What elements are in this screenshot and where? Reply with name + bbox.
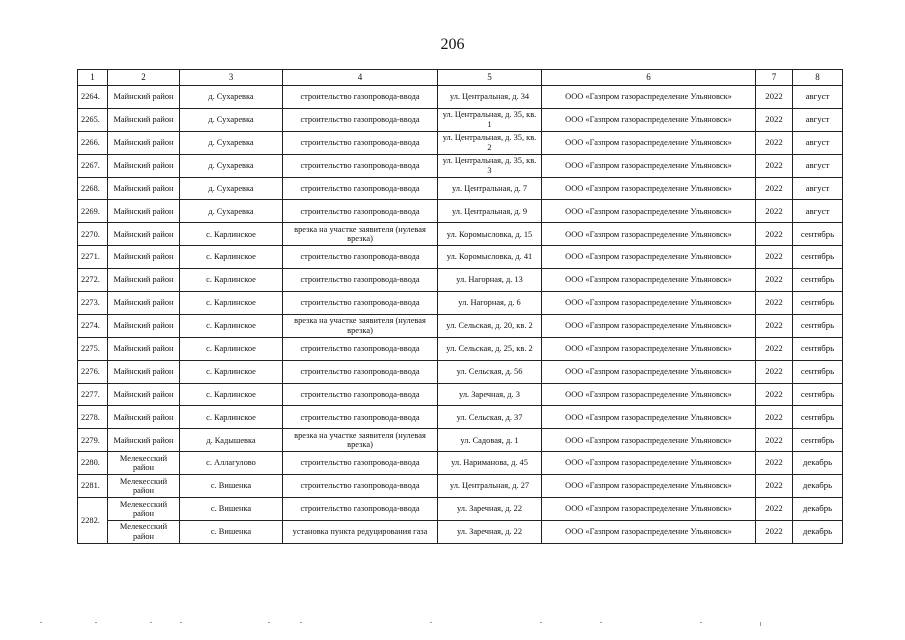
work-type-cell: строительство газопровода-ввода [283, 200, 438, 223]
address-cell: ул. Нагорная, д. 6 [438, 292, 542, 315]
district-cell: Майнский район [108, 223, 180, 246]
year-cell: 2022 [756, 246, 793, 269]
work-type-cell: врезка на участке заявителя (нулевая врезка) [283, 429, 438, 452]
month-cell: сентябрь [793, 429, 843, 452]
table-row [78, 246, 843, 269]
district-cell: Майнский район [108, 406, 180, 429]
settlement-cell: д. Сухаревка [180, 86, 283, 109]
table-row [78, 360, 843, 383]
work-type-cell: строительство газопровода-ввода [283, 131, 438, 154]
address-cell: ул. Коромысловка, д. 15 [438, 223, 542, 246]
work-type-cell: строительство газопровода-ввода [283, 498, 438, 521]
table-row [78, 337, 843, 360]
settlement-cell: с. Карлинское [180, 223, 283, 246]
month-cell: сентябрь [793, 383, 843, 406]
row-number: 2279. [78, 429, 108, 452]
address-cell: ул. Нариманова, д. 45 [438, 452, 542, 475]
table-row [78, 131, 843, 154]
organization-cell: ООО «Газпром газораспределение Ульяновск» [542, 154, 756, 177]
work-type-cell: строительство газопровода-ввода [283, 269, 438, 292]
settlement-cell: с. Карлинское [180, 269, 283, 292]
organization-cell: ООО «Газпром газораспределение Ульяновск» [542, 383, 756, 406]
table-row [78, 292, 843, 315]
row-number: 2266. [78, 131, 108, 154]
district-cell: Майнский район [108, 154, 180, 177]
year-cell: 2022 [756, 154, 793, 177]
scan-noise [0, 622, 905, 632]
address-cell: ул. Коромысловка, д. 41 [438, 246, 542, 269]
address-cell: ул. Заречная, д. 3 [438, 383, 542, 406]
district-cell: Майнский район [108, 360, 180, 383]
address-cell: ул. Центральная, д. 35, кв. 1 [438, 108, 542, 131]
month-cell: сентябрь [793, 337, 843, 360]
address-cell: ул. Сельская, д. 56 [438, 360, 542, 383]
address-cell: ул. Сельская, д. 20, кв. 2 [438, 314, 542, 337]
table-row [78, 406, 843, 429]
year-cell: 2022 [756, 360, 793, 383]
year-cell: 2022 [756, 337, 793, 360]
work-type-cell: строительство газопровода-ввода [283, 108, 438, 131]
settlement-cell: с. Карлинское [180, 360, 283, 383]
district-cell: Майнский район [108, 131, 180, 154]
header-col-8: 8 [793, 70, 843, 86]
month-cell: декабрь [793, 520, 843, 543]
organization-cell: ООО «Газпром газораспределение Ульяновск» [542, 498, 756, 521]
month-cell: август [793, 108, 843, 131]
settlement-cell: д. Сухаревка [180, 200, 283, 223]
address-cell: ул. Центральная, д. 9 [438, 200, 542, 223]
district-cell: Майнский район [108, 246, 180, 269]
organization-cell: ООО «Газпром газораспределение Ульяновск» [542, 520, 756, 543]
district-cell: Майнский район [108, 108, 180, 131]
year-cell: 2022 [756, 86, 793, 109]
year-cell: 2022 [756, 269, 793, 292]
table-row [78, 452, 843, 475]
table-row [78, 475, 843, 498]
header-row [78, 70, 843, 86]
organization-cell: ООО «Газпром газораспределение Ульяновск» [542, 177, 756, 200]
header-col-3: 3 [180, 70, 283, 86]
settlement-cell: д. Сухаревка [180, 154, 283, 177]
settlement-cell: с. Вишенка [180, 520, 283, 543]
header-col-6: 6 [542, 70, 756, 86]
work-type-cell: строительство газопровода-ввода [283, 337, 438, 360]
work-type-cell: строительство газопровода-ввода [283, 246, 438, 269]
district-cell: Мелекесский район [108, 475, 180, 498]
table-row [78, 498, 843, 521]
work-type-cell: врезка на участке заявителя (нулевая врезка) [283, 314, 438, 337]
row-number: 2269. [78, 200, 108, 223]
address-cell: ул. Центральная, д. 34 [438, 86, 542, 109]
organization-cell: ООО «Газпром газораспределение Ульяновск» [542, 337, 756, 360]
district-cell: Майнский район [108, 269, 180, 292]
table-row [78, 269, 843, 292]
address-cell: ул. Заречная, д. 22 [438, 520, 542, 543]
row-number: 2275. [78, 337, 108, 360]
table-row [78, 108, 843, 131]
header-col-4: 4 [283, 70, 438, 86]
month-cell: август [793, 131, 843, 154]
work-type-cell: строительство газопровода-ввода [283, 292, 438, 315]
month-cell: декабрь [793, 498, 843, 521]
settlement-cell: с. Аллагулово [180, 452, 283, 475]
table-row [78, 520, 843, 543]
district-cell: Майнский район [108, 177, 180, 200]
row-number: 2272. [78, 269, 108, 292]
row-number: 2271. [78, 246, 108, 269]
row-number: 2265. [78, 108, 108, 131]
organization-cell: ООО «Газпром газораспределение Ульяновск» [542, 429, 756, 452]
work-type-cell: строительство газопровода-ввода [283, 177, 438, 200]
address-cell: ул. Центральная, д. 27 [438, 475, 542, 498]
year-cell: 2022 [756, 200, 793, 223]
organization-cell: ООО «Газпром газораспределение Ульяновск» [542, 108, 756, 131]
district-cell: Майнский район [108, 314, 180, 337]
settlement-cell: с. Карлинское [180, 292, 283, 315]
table-body [78, 86, 843, 544]
row-number: 2280. [78, 452, 108, 475]
row-number: 2276. [78, 360, 108, 383]
settlement-cell: с. Карлинское [180, 406, 283, 429]
year-cell: 2022 [756, 429, 793, 452]
year-cell: 2022 [756, 498, 793, 521]
organization-cell: ООО «Газпром газораспределение Ульяновск» [542, 269, 756, 292]
district-cell: Мелекесский район [108, 498, 180, 521]
header-col-7: 7 [756, 70, 793, 86]
month-cell: август [793, 154, 843, 177]
settlement-cell: д. Сухаревка [180, 108, 283, 131]
row-number: 2278. [78, 406, 108, 429]
year-cell: 2022 [756, 452, 793, 475]
year-cell: 2022 [756, 383, 793, 406]
table-row [78, 154, 843, 177]
row-number: 2277. [78, 383, 108, 406]
row-number: 2264. [78, 86, 108, 109]
district-cell: Мелекесский район [108, 520, 180, 543]
table-row [78, 429, 843, 452]
year-cell: 2022 [756, 406, 793, 429]
year-cell: 2022 [756, 292, 793, 315]
address-cell: ул. Центральная, д. 35, кв. 3 [438, 154, 542, 177]
organization-cell: ООО «Газпром газораспределение Ульяновск» [542, 475, 756, 498]
row-number: 2273. [78, 292, 108, 315]
row-number: 2281. [78, 475, 108, 498]
table-row [78, 383, 843, 406]
address-cell: ул. Садовая, д. 1 [438, 429, 542, 452]
work-type-cell: строительство газопровода-ввода [283, 360, 438, 383]
settlement-cell: с. Карлинское [180, 314, 283, 337]
settlement-cell: с. Карлинское [180, 246, 283, 269]
year-cell: 2022 [756, 520, 793, 543]
address-cell: ул. Сельская, д. 25, кв. 2 [438, 337, 542, 360]
month-cell: декабрь [793, 475, 843, 498]
address-cell: ул. Нагорная, д. 13 [438, 269, 542, 292]
settlement-cell: д. Сухаревка [180, 131, 283, 154]
year-cell: 2022 [756, 223, 793, 246]
address-cell: ул. Сельская, д. 37 [438, 406, 542, 429]
year-cell: 2022 [756, 108, 793, 131]
month-cell: август [793, 200, 843, 223]
month-cell: сентябрь [793, 223, 843, 246]
table-row [78, 314, 843, 337]
organization-cell: ООО «Газпром газораспределение Ульяновск» [542, 360, 756, 383]
table-row [78, 200, 843, 223]
year-cell: 2022 [756, 131, 793, 154]
month-cell: август [793, 86, 843, 109]
month-cell: декабрь [793, 452, 843, 475]
row-number: 2267. [78, 154, 108, 177]
work-type-cell: строительство газопровода-ввода [283, 452, 438, 475]
year-cell: 2022 [756, 177, 793, 200]
district-cell: Майнский район [108, 429, 180, 452]
district-cell: Майнский район [108, 383, 180, 406]
district-cell: Майнский район [108, 337, 180, 360]
table-row [78, 86, 843, 109]
month-cell: сентябрь [793, 292, 843, 315]
settlement-cell: д. Кадышевка [180, 429, 283, 452]
month-cell: сентябрь [793, 314, 843, 337]
table-row [78, 177, 843, 200]
row-number: 2274. [78, 314, 108, 337]
settlement-cell: с. Карлинское [180, 337, 283, 360]
gasification-table [77, 69, 843, 544]
settlement-cell: с. Вишенка [180, 475, 283, 498]
organization-cell: ООО «Газпром газораспределение Ульяновск» [542, 223, 756, 246]
month-cell: сентябрь [793, 360, 843, 383]
address-cell: ул. Заречная, д. 22 [438, 498, 542, 521]
year-cell: 2022 [756, 314, 793, 337]
organization-cell: ООО «Газпром газораспределение Ульяновск» [542, 314, 756, 337]
settlement-cell: д. Сухаревка [180, 177, 283, 200]
year-cell: 2022 [756, 475, 793, 498]
organization-cell: ООО «Газпром газораспределение Ульяновск» [542, 292, 756, 315]
organization-cell: ООО «Газпром газораспределение Ульяновск» [542, 246, 756, 269]
work-type-cell: установка пункта редуцирования газа [283, 520, 438, 543]
header-col-5: 5 [438, 70, 542, 86]
district-cell: Майнский район [108, 86, 180, 109]
month-cell: август [793, 177, 843, 200]
organization-cell: ООО «Газпром газораспределение Ульяновск» [542, 86, 756, 109]
district-cell: Мелекесский район [108, 452, 180, 475]
organization-cell: ООО «Газпром газораспределение Ульяновск» [542, 200, 756, 223]
settlement-cell: с. Вишенка [180, 498, 283, 521]
row-number: 2270. [78, 223, 108, 246]
district-cell: Майнский район [108, 292, 180, 315]
address-cell: ул. Центральная, д. 7 [438, 177, 542, 200]
work-type-cell: строительство газопровода-ввода [283, 383, 438, 406]
organization-cell: ООО «Газпром газораспределение Ульяновск» [542, 452, 756, 475]
page-number: 206 [440, 36, 465, 53]
row-number: 2282. [78, 498, 108, 544]
work-type-cell: строительство газопровода-ввода [283, 154, 438, 177]
work-type-cell: строительство газопровода-ввода [283, 406, 438, 429]
table-row [78, 223, 843, 246]
work-type-cell: строительство газопровода-ввода [283, 86, 438, 109]
month-cell: сентябрь [793, 246, 843, 269]
header-col-1: 1 [78, 70, 108, 86]
header-col-2: 2 [108, 70, 180, 86]
month-cell: сентябрь [793, 269, 843, 292]
month-cell: сентябрь [793, 406, 843, 429]
row-number: 2268. [78, 177, 108, 200]
organization-cell: ООО «Газпром газораспределение Ульяновск» [542, 131, 756, 154]
work-type-cell: строительство газопровода-ввода [283, 475, 438, 498]
organization-cell: ООО «Газпром газораспределение Ульяновск» [542, 406, 756, 429]
settlement-cell: с. Карлинское [180, 383, 283, 406]
address-cell: ул. Центральная, д. 35, кв. 2 [438, 131, 542, 154]
district-cell: Майнский район [108, 200, 180, 223]
work-type-cell: врезка на участке заявителя (нулевая врезка) [283, 223, 438, 246]
